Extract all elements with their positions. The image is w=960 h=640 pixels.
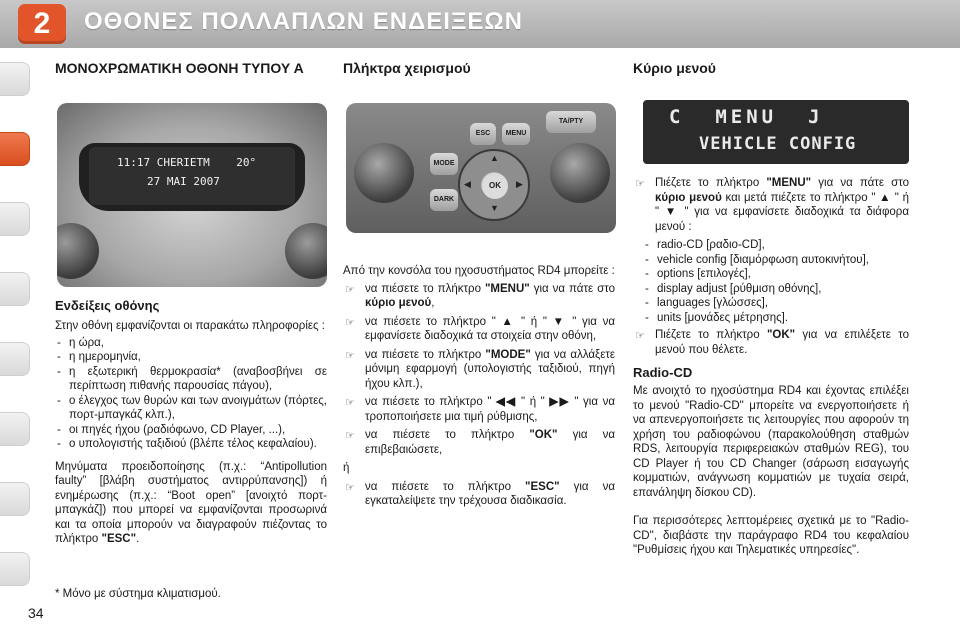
ok-button: OK bbox=[482, 173, 508, 199]
chapter-tab bbox=[0, 62, 30, 96]
controls-list bbox=[343, 282, 615, 458]
list-item: ☞ να πιέσετε το πλήκτρο "ESC" για να εγκαταλείψετε την τρέχουσα διαδικασία. bbox=[345, 480, 615, 507]
section-title-controls: Πλήκτρα χειρισμού bbox=[343, 60, 471, 76]
column-controls-text bbox=[343, 264, 615, 513]
arrow-right-icon: ▶ bbox=[516, 179, 523, 189]
pointer-icon: ☞ bbox=[635, 330, 645, 342]
list-item: ☞ να πιέσετε το πλήκτρο " ◀◀ " ή " ▶▶ " για να τροποποιήσετε μια τιμή ρύθμισης, bbox=[345, 396, 615, 423]
list-item: - η ημερομηνία, bbox=[55, 350, 327, 365]
page-header bbox=[0, 0, 960, 48]
display-screen bbox=[89, 147, 295, 205]
more-info-text: Για περισσότερες λεπτομέρειες σχετικά με το "Radio-CD", διαβάστε την παράγραφο RD4 του κεφαλαίου "Ρυθμίσεις ήχου και Τηλεματικές υπηρεσίες". bbox=[633, 515, 909, 556]
list-item: ☞ Πιέζετε το πλήκτρο "MENU" για να πάτε στο κύριο μενού και μετά πιέζετε το πλήκτρο " ▲ " ή " ▼ " για να εμφανίσετε διαδοχικά τα διάφορα μενού : bbox=[635, 177, 909, 233]
list-item: - ο υπολογιστής ταξιδιού (βλέπε τέλος κεφαλαίου). bbox=[55, 437, 327, 452]
list-item: - η ώρα, bbox=[55, 336, 327, 351]
column-monochrome-screen bbox=[55, 60, 327, 76]
list-item: - units [μονάδες μέτρησης]. bbox=[643, 311, 909, 326]
pointer-icon: ☞ bbox=[345, 481, 355, 494]
list-item: - ο έλεγχος των θυρών και των ανοιγμάτων (πόρτες, πορτ-μπαγκάζ κλπ.), bbox=[55, 394, 327, 423]
list-item: ☞ να πιέσετε το πλήκτρο "MODE" για να αλλάξετε μόνιμη εφαρμογή (υπολογιστής ταξιδιού, πηγή ήχου κλπ.), bbox=[345, 348, 615, 390]
list-item: - display adjust [ρύθμιση οθόνης], bbox=[643, 282, 909, 297]
list-item: - languages [γλώσσες], bbox=[643, 296, 909, 311]
pointer-icon: ☞ bbox=[345, 283, 355, 296]
chapter-tab bbox=[0, 202, 30, 236]
column-controls bbox=[343, 60, 615, 76]
section-title-main-menu: Κύριο μενού bbox=[633, 60, 716, 76]
list-item: - οι πηγές ήχου (ραδιόφωνο, CD Player, ...), bbox=[55, 423, 327, 438]
list-item: ☞ να πιέσετε το πλήκτρο "MENU" για να πάτε στο κύριο μενού, bbox=[345, 282, 615, 309]
vent-knob-right bbox=[285, 223, 327, 279]
chapter-tab bbox=[0, 272, 30, 306]
column-screen-info bbox=[55, 298, 327, 547]
ta-pty-button: TA/PTY bbox=[546, 111, 596, 133]
pointer-icon: ☞ bbox=[345, 430, 355, 442]
chapter-tab bbox=[0, 482, 30, 516]
page-title: ΟΘΟΝΕΣ ΠΟΛΛΑΠΛΩΝ ΕΝΔΕΙΞΕΩΝ bbox=[84, 8, 523, 35]
warnings-body: Μηνύματα προειδοποίησης (π.χ.: “Antipollution faulty” [βλάβη συστήματος αντιρρύπανσης]) ή ενημέρωσης (π.χ.: “Boot open” [ανοιχτό πορτ-μπαγκάζ]) που μπορεί να εμφανίζονται προσωρινά και τα οποία μπορούν να διαγραφούν πιέζοντας το πλήκτρο bbox=[55, 460, 327, 545]
chapter-tabs bbox=[0, 48, 32, 640]
arrow-up-icon: ▲ bbox=[490, 153, 499, 163]
vent-knob-left bbox=[57, 223, 99, 279]
section-title-monochrome: ΜΟΝΟΧΡΩΜΑΤΙΚΗ ΟΘΟΝΗ ΤΥΠΟΥ Α bbox=[55, 60, 304, 76]
menu-list bbox=[643, 238, 909, 325]
subtitle-radio-cd: Radio-CD bbox=[633, 365, 693, 380]
mode-button: MODE bbox=[430, 153, 458, 175]
chapter-badge: 2 bbox=[18, 4, 66, 44]
footnote: * Μόνο με σύστημα κλιματισμού. bbox=[55, 588, 221, 600]
chapter-tab bbox=[0, 342, 30, 376]
arrow-left-icon: ◀ bbox=[464, 179, 471, 189]
menu-steps-2 bbox=[633, 328, 909, 357]
page-number: 34 bbox=[28, 605, 44, 621]
menu-steps bbox=[633, 176, 909, 234]
display-line-time: 11:17 CHERIETM 20° bbox=[117, 156, 257, 169]
list-item: ☞ Πιέζετε το πλήκτρο "OK" για να επιλέξετε το μενού που θέλετε. bbox=[635, 329, 909, 356]
list-item: - options [επιλογές], bbox=[643, 267, 909, 282]
pointer-icon: ☞ bbox=[635, 178, 645, 190]
warnings-end: . bbox=[136, 533, 140, 545]
list-item: - η εξωτερική θερμοκρασία* (αναβοσβήνει σε περίπτωση πιθανής παρουσίας πάγου), bbox=[55, 365, 327, 394]
column-main-menu bbox=[633, 60, 909, 76]
controls-intro: Από την κονσόλα του ηχοσυστήματος RD4 μπορείτε : bbox=[343, 265, 615, 277]
display-line-date: 27 MAI 2007 bbox=[147, 175, 220, 188]
column-main-menu-text bbox=[633, 176, 909, 558]
chapter-tab-active bbox=[0, 132, 30, 166]
esc-button: ESC bbox=[470, 123, 496, 145]
intro-text: Στην οθόνη εμφανίζονται οι παρακάτω πληροφορίες : bbox=[55, 320, 325, 332]
list-item: ☞ να πιέσετε το πλήκτρο "OK" για να επιβεβαιώσετε, bbox=[345, 429, 615, 456]
arrow-down-icon: ▼ bbox=[490, 203, 499, 213]
menu-display-line2: VEHICLE CONFIG bbox=[699, 134, 857, 154]
list-item: - vehicle config [διαμόρφωση αυτοκινήτου], bbox=[643, 253, 909, 268]
pointer-icon: ☞ bbox=[345, 397, 355, 409]
chapter-tab bbox=[0, 552, 30, 586]
menu-display-line1: C MENU J bbox=[669, 106, 824, 128]
subtitle-screen-info: Ενδείξεις οθόνης bbox=[55, 298, 160, 313]
menu-button: MENU bbox=[502, 123, 530, 145]
list-item: - radio-CD [ραδιο-CD], bbox=[643, 238, 909, 253]
list-item: ☞ να πιέσετε το πλήκτρο " ▲ " ή " ▼ " για να εμφανίσετε διαδοχικά τα στοιχεία στην οθόνη, bbox=[345, 315, 615, 342]
radio-cd-text: Με ανοιχτό το ηχοσύστημα RD4 και έχοντας επιλέξει το μενού "Radio-CD" μπορείτε να ενεργοποιήσετε ή να απενεργοποιήσετε τις λειτουργίες που αφορούν τη χρήση του ραδιοφώνου (παρακολούθηση σταθμών RDS, λειτουργία περιφερειακών σταθμών REG), του CD Player ή του CD Changer (σάρωση εισαγωγής κομματιών, ανάγνωση κομματιών με τυχαία σειρά, επανάληψη δίσκου CD). bbox=[633, 385, 909, 499]
or-text: ή bbox=[343, 462, 350, 474]
pointer-icon: ☞ bbox=[345, 349, 355, 362]
dark-button: DARK bbox=[430, 189, 458, 211]
pointer-icon: ☞ bbox=[345, 316, 355, 329]
tuning-knob bbox=[550, 143, 610, 203]
info-list bbox=[55, 336, 327, 452]
warnings-text bbox=[55, 460, 327, 547]
control-panel-photo bbox=[346, 103, 616, 233]
menu-display bbox=[643, 100, 909, 164]
display-photo bbox=[57, 103, 327, 287]
chapter-tab bbox=[0, 412, 30, 446]
key-esc: "ESC" bbox=[101, 533, 137, 545]
volume-knob bbox=[354, 143, 414, 203]
controls-list-last bbox=[343, 480, 615, 509]
